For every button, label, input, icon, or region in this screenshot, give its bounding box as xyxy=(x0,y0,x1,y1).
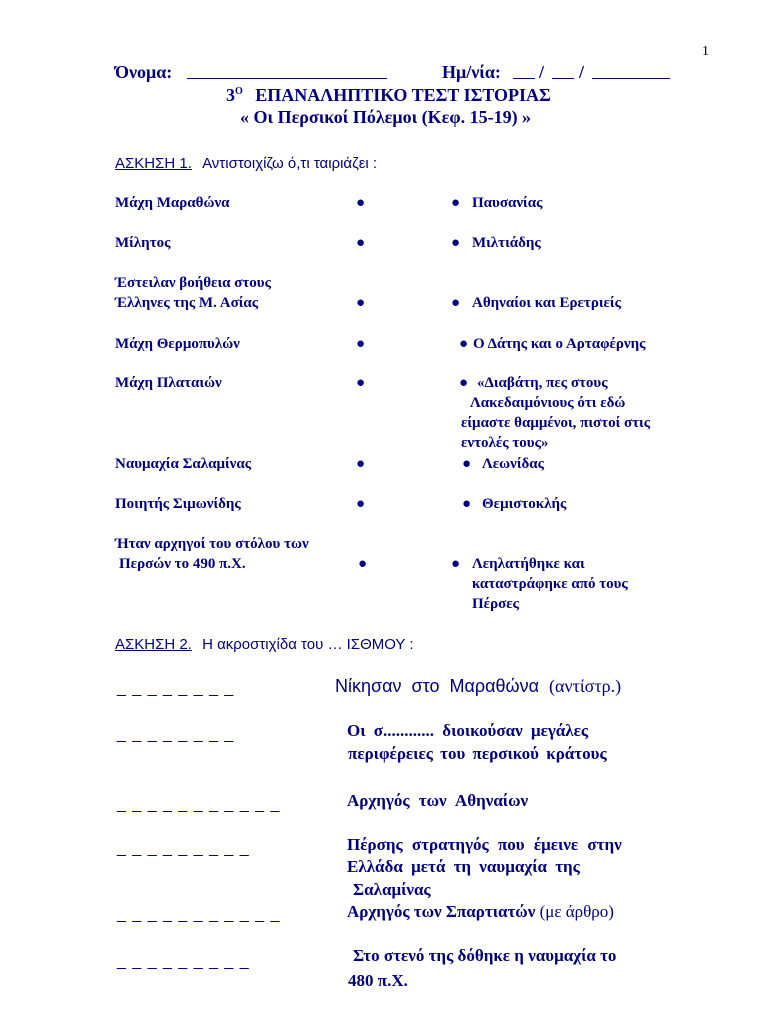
match-bullet[interactable]: ● xyxy=(451,556,461,572)
match-bullet[interactable]: ● xyxy=(356,195,366,211)
match-left-item: Μάχη Θερμοπυλών xyxy=(115,336,240,352)
acrostic-clue xyxy=(347,902,614,922)
date-separator: / xyxy=(539,62,545,82)
match-bullet[interactable]: ● xyxy=(356,375,366,391)
match-right-item: Πέρσες xyxy=(472,596,519,612)
test-title xyxy=(226,85,551,106)
clue-note: (με άρθρο) xyxy=(539,902,614,921)
acrostic-clue: Σαλαμίνας xyxy=(353,880,431,899)
acrostic-blanks[interactable]: _ _ _ _ _ _ _ _ xyxy=(117,680,235,697)
match-right-item: Παυσανίας xyxy=(472,195,543,211)
match-right-item: «Διαβάτη, πες στους xyxy=(477,375,608,391)
date-month-field[interactable] xyxy=(552,64,574,79)
match-bullet[interactable]: ● xyxy=(356,496,366,512)
exercise1-title: ΑΣΚΗΣΗ 1. xyxy=(115,155,192,172)
acrostic-blanks[interactable]: _ _ _ _ _ _ _ _ _ xyxy=(117,953,250,970)
title-ordinal: Ο xyxy=(235,86,243,97)
match-left-item: Ποιητής Σιμωνίδης xyxy=(115,496,241,512)
title-number: 3 xyxy=(226,85,235,105)
exercise2-title: ΑΣΚΗΣΗ 2. xyxy=(115,636,192,653)
exercise2-keyword: ΙΣΘΜΟΥ xyxy=(346,636,406,653)
clue-note: (αντίστρ.) xyxy=(549,676,622,696)
acrostic-clue: περιφέρειες του περσικού κράτους xyxy=(348,744,607,763)
acrostic-clue: 480 π.Χ. xyxy=(348,971,408,990)
match-right-item: Λακεδαιμόνιους ότι εδώ xyxy=(470,395,626,411)
acrostic-clue: Οι σ............ διοικούσαν μεγάλες xyxy=(347,721,589,740)
match-right-item: εντολές τους» xyxy=(461,435,549,451)
match-bullet[interactable]: ● xyxy=(462,456,472,472)
acrostic-clue: Αρχηγός των Αθηναίων xyxy=(347,791,529,810)
match-left-item: Ήταν αρχηγοί του στόλου των xyxy=(115,536,309,552)
match-bullet[interactable]: ● xyxy=(459,375,469,391)
match-bullet[interactable]: ● xyxy=(356,456,366,472)
match-bullet[interactable]: ● xyxy=(356,336,366,352)
clue-text: Νίκησαν στο Μαραθώνα xyxy=(335,676,540,696)
date-separator: / xyxy=(579,62,585,82)
match-left-item: Μάχη Μαραθώνα xyxy=(115,195,230,211)
acrostic-clue: Πέρσης στρατηγός που έμεινε στην xyxy=(347,835,622,854)
title-text: ΕΠΑΝΑΛΗΠΤΙΚΟ ΤΕΣΤ ΙΣΤΟΡΙΑΣ xyxy=(255,85,551,105)
match-right-item: Αθηναίοι και Ερετριείς xyxy=(472,295,621,311)
acrostic-clue: Στο στενό της δόθηκε η ναυμαχία το xyxy=(353,946,617,965)
acrostic-clue xyxy=(335,676,621,697)
acrostic-clue: Ελλάδα μετά τη ναυμαχία της xyxy=(347,857,580,876)
match-left-item: Μάχη Πλαταιών xyxy=(115,375,222,391)
exercise1-instruction: Αντιστοιχίζω ό,τι ταιριάζει : xyxy=(202,155,378,172)
page-number: 1 xyxy=(702,44,709,59)
match-bullet[interactable]: ● xyxy=(451,295,461,311)
date-label: Ημ/νία: xyxy=(442,62,501,82)
match-right-item: καταστράφηκε από τους xyxy=(472,576,628,592)
date-day-field[interactable] xyxy=(513,64,535,79)
match-bullet[interactable]: ● xyxy=(451,195,461,211)
acrostic-blanks[interactable]: _ _ _ _ _ _ _ _ _ _ _ xyxy=(117,796,281,813)
date-year-field[interactable] xyxy=(592,64,670,79)
match-right-item: Μιλτιάδης xyxy=(472,235,541,251)
match-left-item: Έλληνες της Μ. Ασίας xyxy=(115,295,259,311)
match-right-item: Λεωνίδας xyxy=(482,456,544,472)
match-left-item: Περσών το 490 π.Χ. xyxy=(119,556,246,572)
match-left-item: Ναυμαχία Σαλαμίνας xyxy=(115,456,252,472)
acrostic-blanks[interactable]: _ _ _ _ _ _ _ _ xyxy=(117,726,235,743)
match-right-item: Θεμιστοκλής xyxy=(482,496,567,512)
acrostic-blanks[interactable]: _ _ _ _ _ _ _ _ _ xyxy=(117,840,250,857)
acrostic-blanks[interactable]: _ _ _ _ _ _ _ _ _ _ _ xyxy=(117,906,281,923)
match-bullet[interactable]: ● xyxy=(459,336,469,352)
match-right-item: Λεηλατήθηκε και xyxy=(472,556,585,572)
test-subtitle: « Οι Περσικοί Πόλεμοι (Κεφ. 15-19) » xyxy=(240,107,532,127)
match-bullet[interactable]: ● xyxy=(358,556,368,572)
exercise2-instruction: Η ακροστιχίδα του … xyxy=(202,636,347,653)
match-bullet[interactable]: ● xyxy=(451,235,461,251)
match-right-item: είμαστε θαμμένοι, πιστοί στις xyxy=(461,415,651,431)
match-bullet[interactable]: ● xyxy=(356,295,366,311)
name-field[interactable] xyxy=(187,64,387,79)
match-bullet[interactable]: ● xyxy=(462,496,472,512)
exercise2-heading xyxy=(115,636,414,653)
exercise1-heading xyxy=(115,155,377,172)
match-left-item: Μίλητος xyxy=(115,235,171,251)
match-right-item: Ο Δάτης και ο Αρταφέρνης xyxy=(473,336,646,352)
match-left-item: Έστειλαν βοήθεια στους xyxy=(115,275,271,291)
exercise2-colon: : xyxy=(405,636,414,653)
match-bullet[interactable]: ● xyxy=(356,235,366,251)
clue-text: Αρχηγός των Σπαρτιατών xyxy=(347,902,536,921)
name-label: Όνομα: xyxy=(115,62,173,82)
